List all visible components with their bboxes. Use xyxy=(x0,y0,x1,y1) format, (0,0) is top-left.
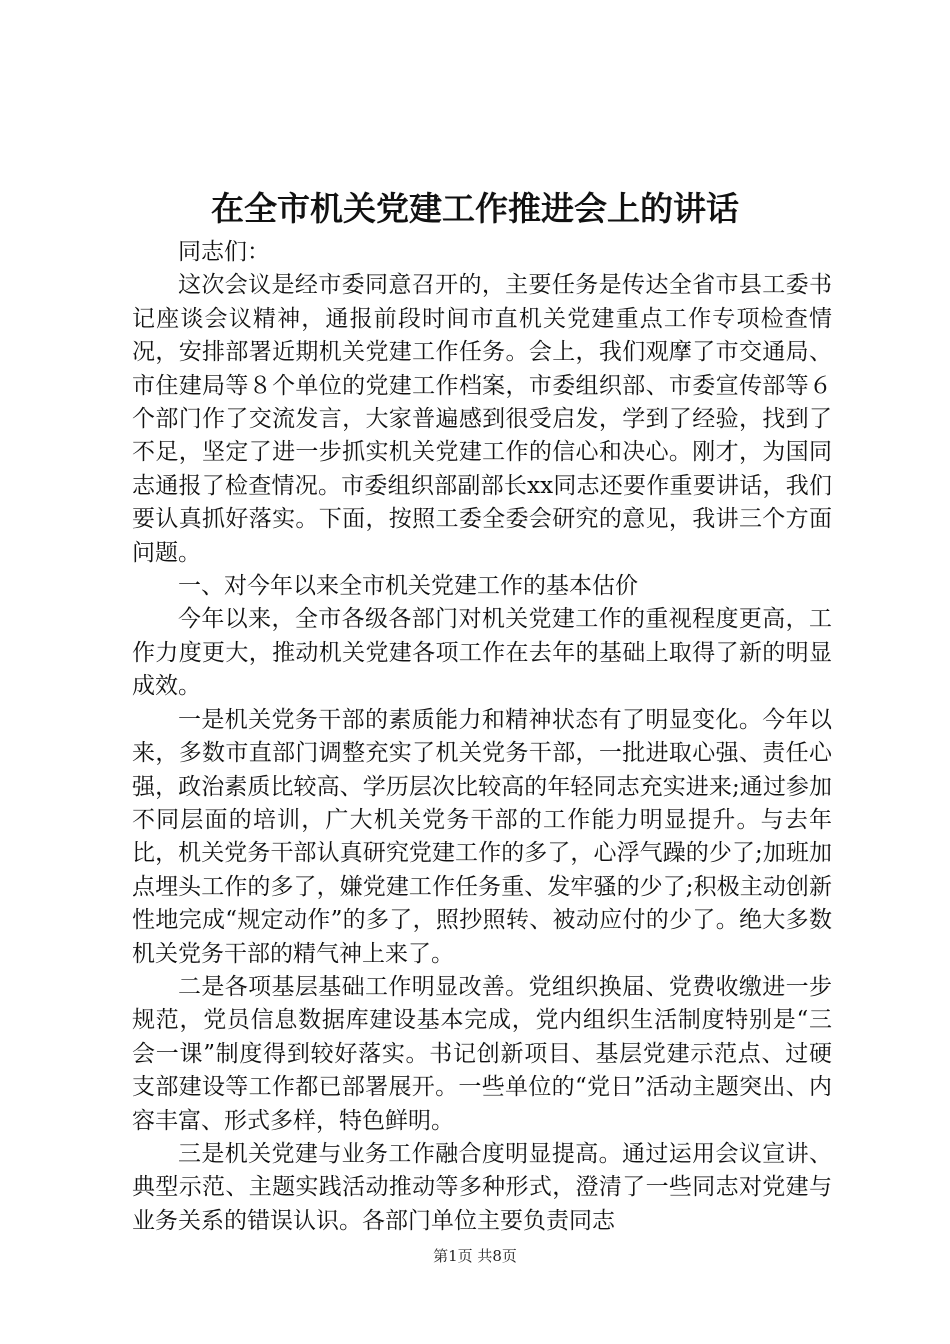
paragraph-intro: 这次会议是经市委同意召开的，主要任务是传达全省市县工委书记座谈会议精神，通报前段时间市直机关党建重点工作专项检查情况，安排部署近期机关党建工作任务。会上，我们观摩了市交通局、市住建局等８个单位的党建工作档案，市委组织部、市委宣传部等６个部门作了交流发言，大家普遍感到很受启发，学到了经验，找到了不足，坚定了进一步抓实机关党建工作的信心和决心。刚才，为国同志通报了检查情况。市委组织部副部长xx同志还要作重要讲话，我们要认真抓好落实。下面，按照工委全委会研究的意见，我讲三个方面问题。 xyxy=(132,272,832,566)
paragraph-point-3: 三是机关党建与业务工作融合度明显提高。通过运用会议宣讲、典型示范、主题实践活动推动等多种形式，澄清了一些同志对党建与业务关系的错误认识。各部门单位主要负责同志 xyxy=(132,1140,832,1234)
paragraph-point-1: 一是机关党务干部的素质能力和精神状态有了明显变化。今年以来，多数市直部门调整充实了机关党务干部，一批进取心强、责任心强，政治素质比较高、学历层次比较高的年轻同志充实进来;通过参加不同层面的培训，广大机关党务干部的工作能力明显提升。与去年比，机关党务干部认真研究党建工作的多了，心浮气躁的少了;加班加点埋头工作的多了，嫌党建工作任务重、发牢骚的少了;积极主动创新性地完成“规定动作”的多了，照抄照转、被动应付的少了。绝大多数机关党务干部的精气神上来了。 xyxy=(132,706,832,967)
section-heading-1: 一、对今年以来全市机关党建工作的基本估价 xyxy=(178,573,638,600)
paragraph-overview: 今年以来，全市各级各部门对机关党建工作的重视程度更高，工作力度更大，推动机关党建各项工作在去年的基础上取得了新的明显成效。 xyxy=(132,606,832,700)
document-body xyxy=(132,236,832,1238)
document-title: 在全市机关党建工作推进会上的讲话 xyxy=(211,189,739,228)
paragraph-salutation: 同志们： xyxy=(178,239,270,265)
page-number: 第1页 共8页 xyxy=(433,1247,517,1265)
paragraph-point-2: 二是各项基层基础工作明显改善。党组织换届、党费收缴进一步规范，党员信息数据库建设基本完成，党内组织生活制度特别是“三会一课”制度得到较好落实。书记创新项目、基层党建示范点、过硬支部建设等工作都已部署展开。一些单位的“党日”活动主题突出、内容丰富、形式多样，特色鲜明。 xyxy=(132,973,832,1134)
